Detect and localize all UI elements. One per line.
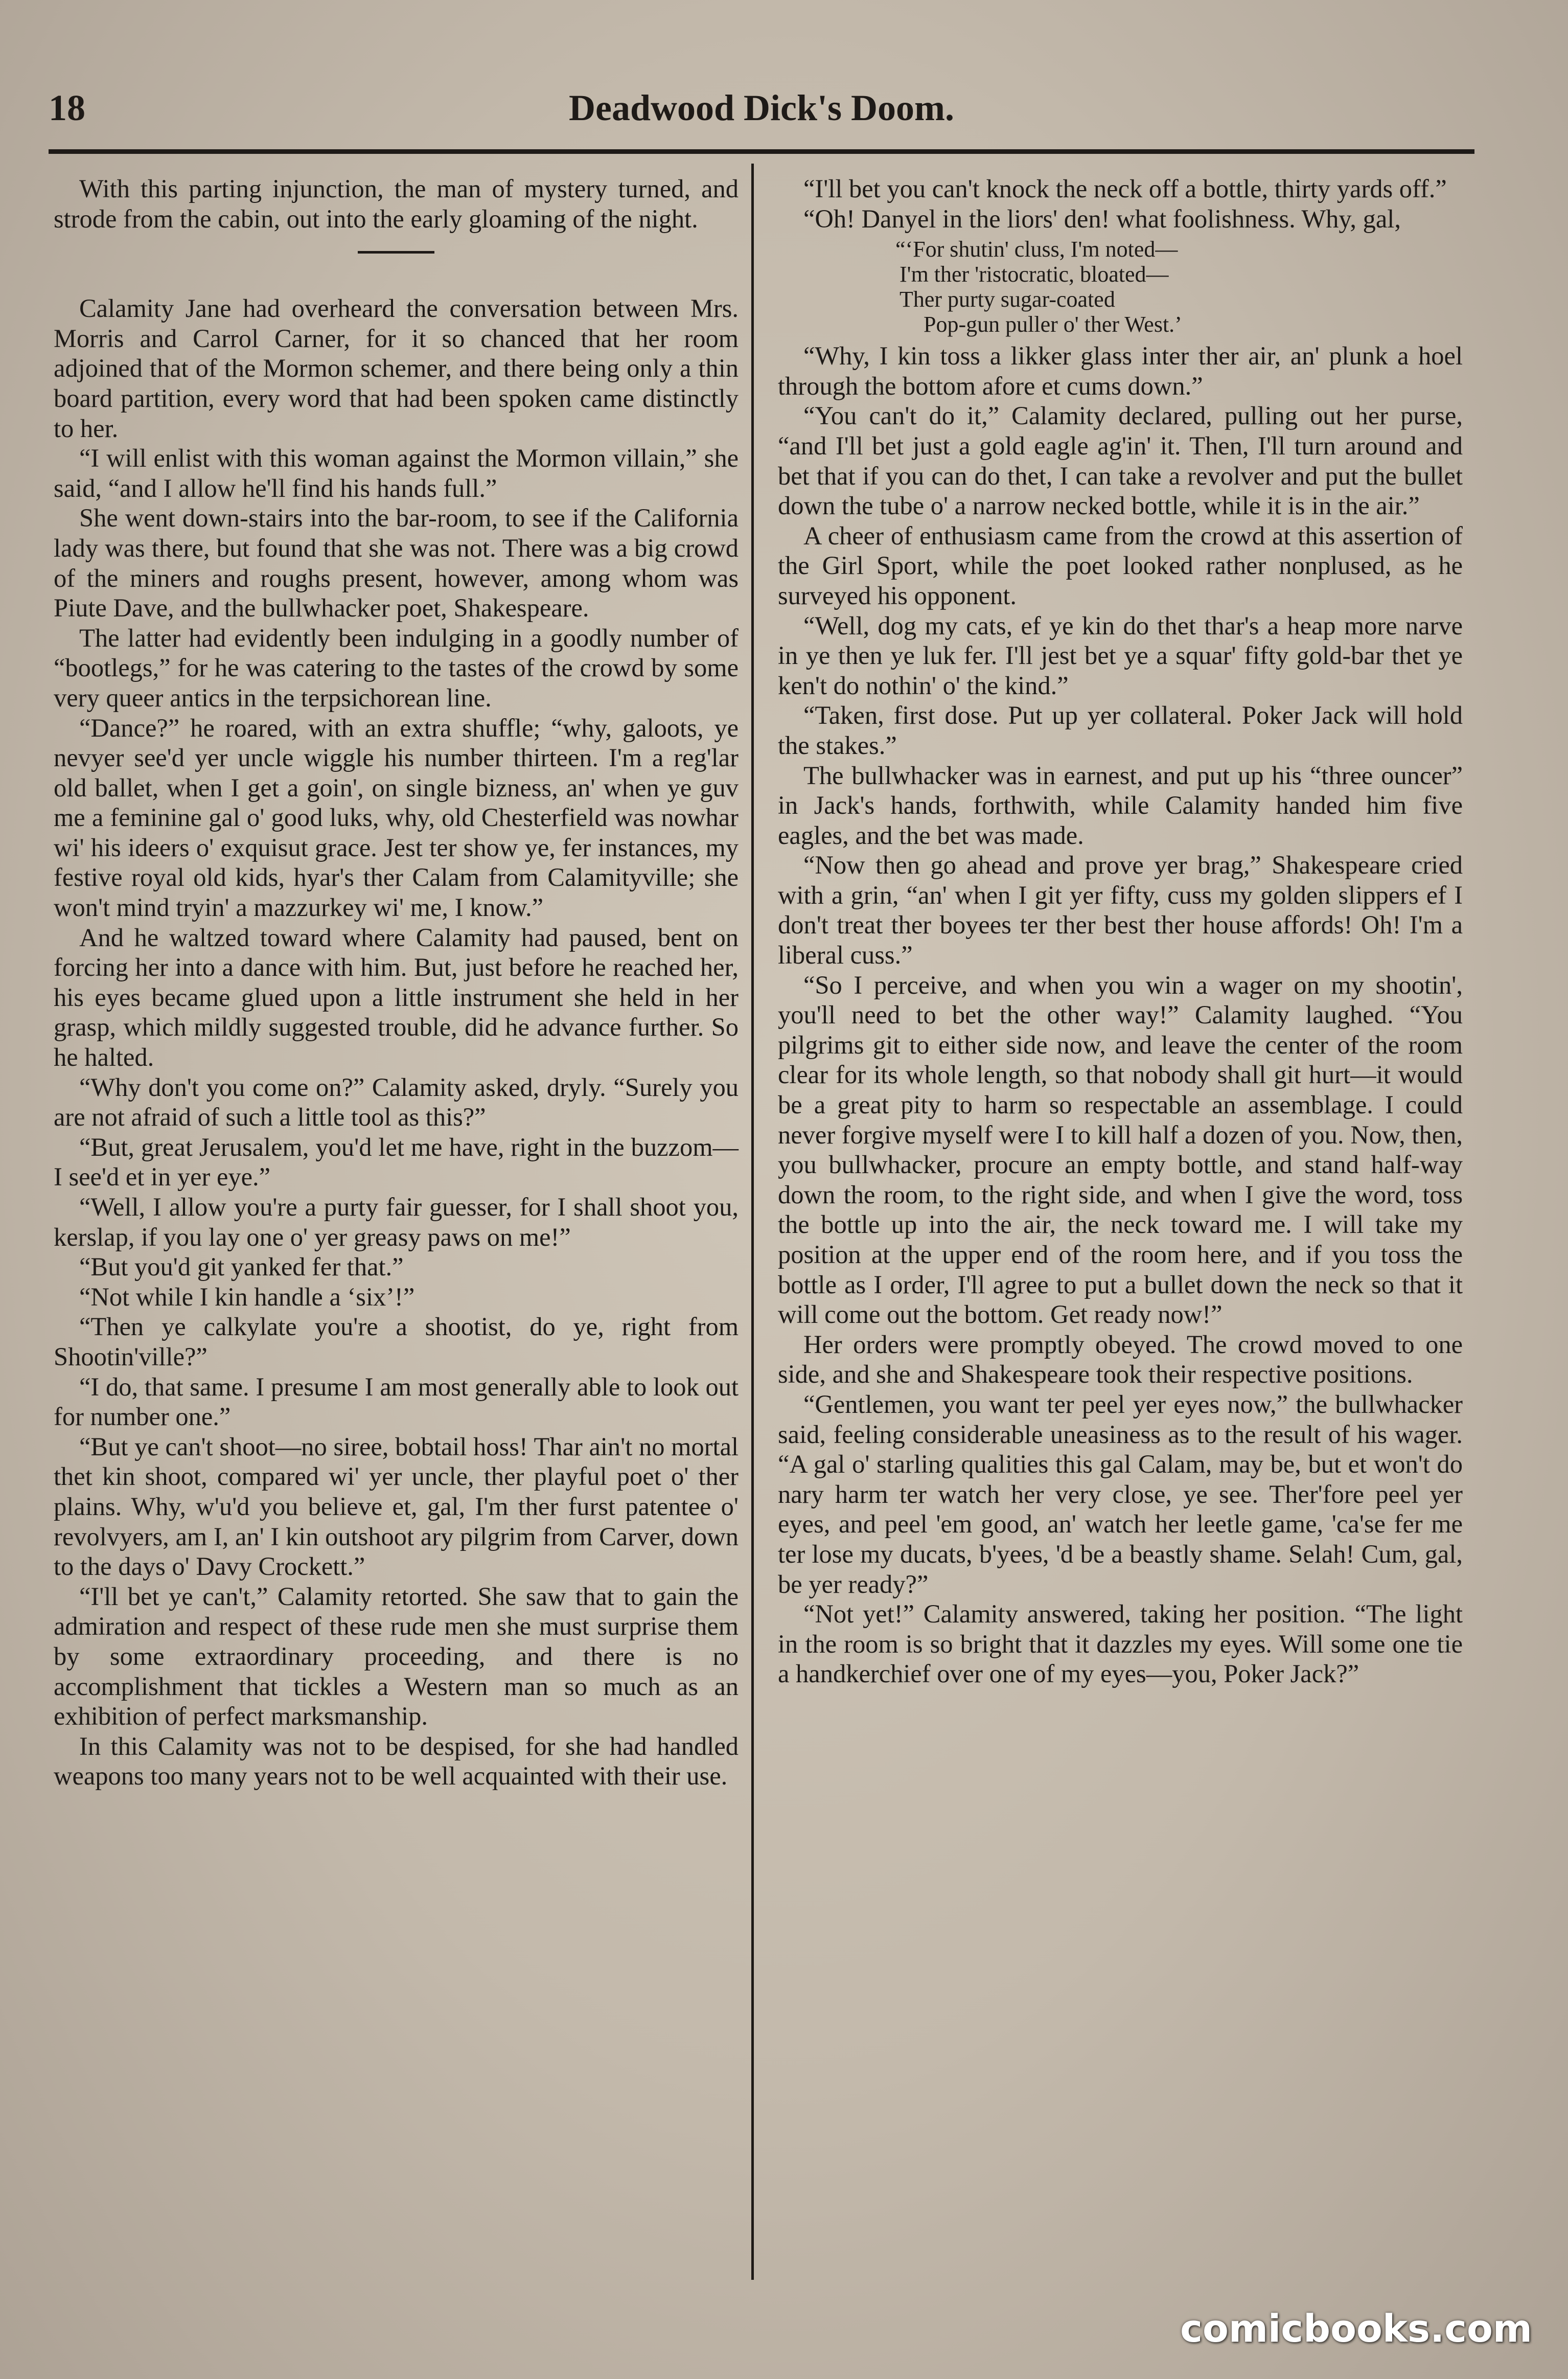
paragraph: “Why, I kin toss a likker glass inter ther air, an' plunk a hoel through the bottom afore et cums down.” xyxy=(778,341,1463,400)
site-watermark: comicbooks.com xyxy=(1180,2307,1532,2351)
right-column xyxy=(778,174,1463,1689)
page-header xyxy=(49,82,1474,138)
paragraph: In this Calamity was not to be despised, for she had handled weapons too many years not to be well acquainted with their use. xyxy=(54,1731,739,1791)
paragraph: “But ye can't shoot—no siree, bobtail hoss! Thar ain't no mortal thet kin shoot, compared wi' yer uncle, ther playful poet o' ther plains. Why, w'u'd you believe et, gal, I'm ther furst patentee o' revolvyers, am I, an' I kin outshoot ary pilgrim from Carver, down to the days o' Davy Crockett.” xyxy=(54,1432,739,1581)
verse-line: I'm ther 'ristocratic, bloated— xyxy=(900,262,1169,287)
paragraph: “But you'd git yanked fer that.” xyxy=(79,1252,404,1282)
paragraph: “I'll bet ye can't,” Calamity retorted. She saw that to gain the admiration and respect of these rude men she must surprise them by some extraordinary proceeding, and there is no accomplishment that tickles a Western man so much as an exhibition of perfect marksmanship. xyxy=(54,1582,739,1731)
paragraph: “Well, dog my cats, ef ye kin do thet thar's a heap more narve in ye then ye luk fer. I'll jest bet ye a squar' fifty gold-bar thet ye ken't do nothin' o' the kind.” xyxy=(778,611,1463,700)
paragraph: “But, great Jerusalem, you'd let me have, right in the buzzom—I see'd et in yer eye.” xyxy=(54,1132,739,1192)
paragraph: A cheer of enthusiasm came from the crowd at this assertion of the Girl Sport, while the poet looked rather nonplused, as he surveyed his opponent. xyxy=(778,521,1463,610)
section-break-rule xyxy=(358,251,434,254)
paragraph: “Taken, first dose. Put up yer collateral. Poker Jack will hold the stakes.” xyxy=(778,701,1463,760)
paragraph: “Well, I allow you're a purty fair guesser, for I shall shoot you, kerslap, if you lay one o' yer greasy paws on me!” xyxy=(54,1193,739,1251)
page-number: 18 xyxy=(49,87,85,128)
verse-line: Pop-gun puller o' ther West.’ xyxy=(924,312,1182,337)
left-column xyxy=(54,174,739,1791)
verse-line: Ther purty sugar-coated xyxy=(900,287,1115,312)
paragraph: Calamity Jane had overheard the conversation between Mrs. Morris and Carrol Carner, for it so chanced that her room adjoined that of the Mormon schemer, and there being only a thin board partition, every word that had been spoken came distinctly to her. xyxy=(54,294,739,443)
paragraph: “So I perceive, and when you win a wager on my shootin', you'll need to bet the other way!” Calamity laughed. “You pilgrims git to either side now, and leave the center of the room clear for its whole length, so that nobody shall git hurt—it would be a great pity to harm so respectable an assemblage. I could never forgive myself were I to kill half a dozen of you. Now, then, you bullwhacker, procure an empty bottle, and stand half-way down the room, to the right side, and when I give the word, toss the bottle up into the air, the neck toward me. I will take my position at the upper end of the room here, and if you toss the bottle as I order, I'll agree to put a bullet down the neck so that it will come out the bottom. Get ready now!” xyxy=(778,970,1463,1329)
paragraph: She went down-stairs into the bar-room, to see if the California lady was there, but found that she was not. There was a big crowd of the miners and roughs present, however, among whom was Piute Dave, and the bullwhacker poet, Shakespeare. xyxy=(54,504,739,623)
paragraph: “Not while I kin handle a ‘six’!” xyxy=(79,1282,415,1311)
running-title: Deadwood Dick's Doom. xyxy=(568,87,955,128)
paragraph: The latter had evidently been indulging in a goodly number of “bootlegs,” for he was catering to the tastes of the crowd by some very queer antics in the terpsichorean line. xyxy=(54,623,739,712)
paragraph: “I do, that same. I presume I am most generally able to look out for number one.” xyxy=(54,1372,739,1431)
paragraph: “Dance?” he roared, with an extra shuffle; “why, galoots, ye nevyer see'd yer uncle wiggle his number thirteen. I'm a reg'lar old ballet, when I get a goin', on single bizness, an' when ye guv me a feminine gal o' good luks, why, old Chesterfield was nowhar wi' his ideers o' exquisut grace. Jest ter show ye, fer instances, my festive royal old kids, hyar's ther Calam from Calamityville; she won't mind tryin' a mazzurkey wi' me, I know.” xyxy=(54,713,739,922)
verse-line: “‘For shutin' cluss, I'm noted— xyxy=(895,237,1178,262)
paragraph: “Oh! Danyel in the liors' den! what foolishness. Why, gal, xyxy=(803,204,1401,233)
paragraph: With this parting injunction, the man of mystery turned, and strode from the cabin, out into the early gloaming of the night. xyxy=(54,174,739,233)
paragraph: “You can't do it,” Calamity declared, pulling out her purse, “and I'll bet just a gold eagle ag'in' it. Then, I'll turn around and bet that if you can do thet, I can take a revolver and put the bullet down the tube o' a narrow necked bottle, while it is in the air.” xyxy=(778,401,1463,520)
paragraph: “I will enlist with this woman against the Mormon villain,” she said, “and I allow he'll find his hands full.” xyxy=(54,444,739,502)
paragraph: “Now then go ahead and prove yer brag,” Shakespeare cried with a grin, “an' when I git yer fifty, cuss my golden slippers ef I don't treat ther boyees ter ther best ther house affords! Oh! I'm a liberal cuss.” xyxy=(778,851,1463,970)
paragraph: “Why don't you come on?” Calamity asked, dryly. “Surely you are not afraid of such a little tool as this?” xyxy=(54,1072,739,1132)
paragraph: And he waltzed toward where Calamity had paused, bent on forcing her into a dance with him. But, just before he reached her, his eyes became glued upon a little instrument she held in her grasp, which mildly suggested trouble, did he advance further. So he halted. xyxy=(54,923,739,1072)
header-rule xyxy=(49,149,1474,154)
paragraph: Her orders were promptly obeyed. The crowd moved to one side, and she and Shakespeare took their respective positions. xyxy=(778,1330,1463,1389)
paragraph: “Gentlemen, you want ter peel yer eyes now,” the bullwhacker said, feeling considerable uneasiness as to the result of his wager. “A gal o' starling qualities this gal Calam, may be, but et won't do nary harm ter watch her very close, ye see. Ther'fore peel yer eyes, and peel 'em good, an' watch her leetle game, 'ca'se fer me ter lose my ducats, b'yees, 'd be a beastly shame. Selah! Cum, gal, be yer ready?” xyxy=(778,1389,1463,1598)
paragraph: The bullwhacker was in earnest, and put up his “three ouncer” in Jack's hands, forthwith, while Calamity handed him five eagles, and the bet was made. xyxy=(778,761,1463,850)
column-divider xyxy=(751,164,754,2280)
paragraph: “Not yet!” Calamity answered, taking her position. “The light in the room is so bright that it dazzles my eyes. Will some one tie a handkerchief over one of my eyes—you, Poker Jack?” xyxy=(778,1599,1463,1688)
paragraph: “Then ye calkylate you're a shootist, do ye, right from Shootin'ville?” xyxy=(54,1312,739,1371)
paragraph: “I'll bet you can't knock the neck off a bottle, thirty yards off.” xyxy=(803,174,1447,203)
verse-block xyxy=(895,237,1463,337)
